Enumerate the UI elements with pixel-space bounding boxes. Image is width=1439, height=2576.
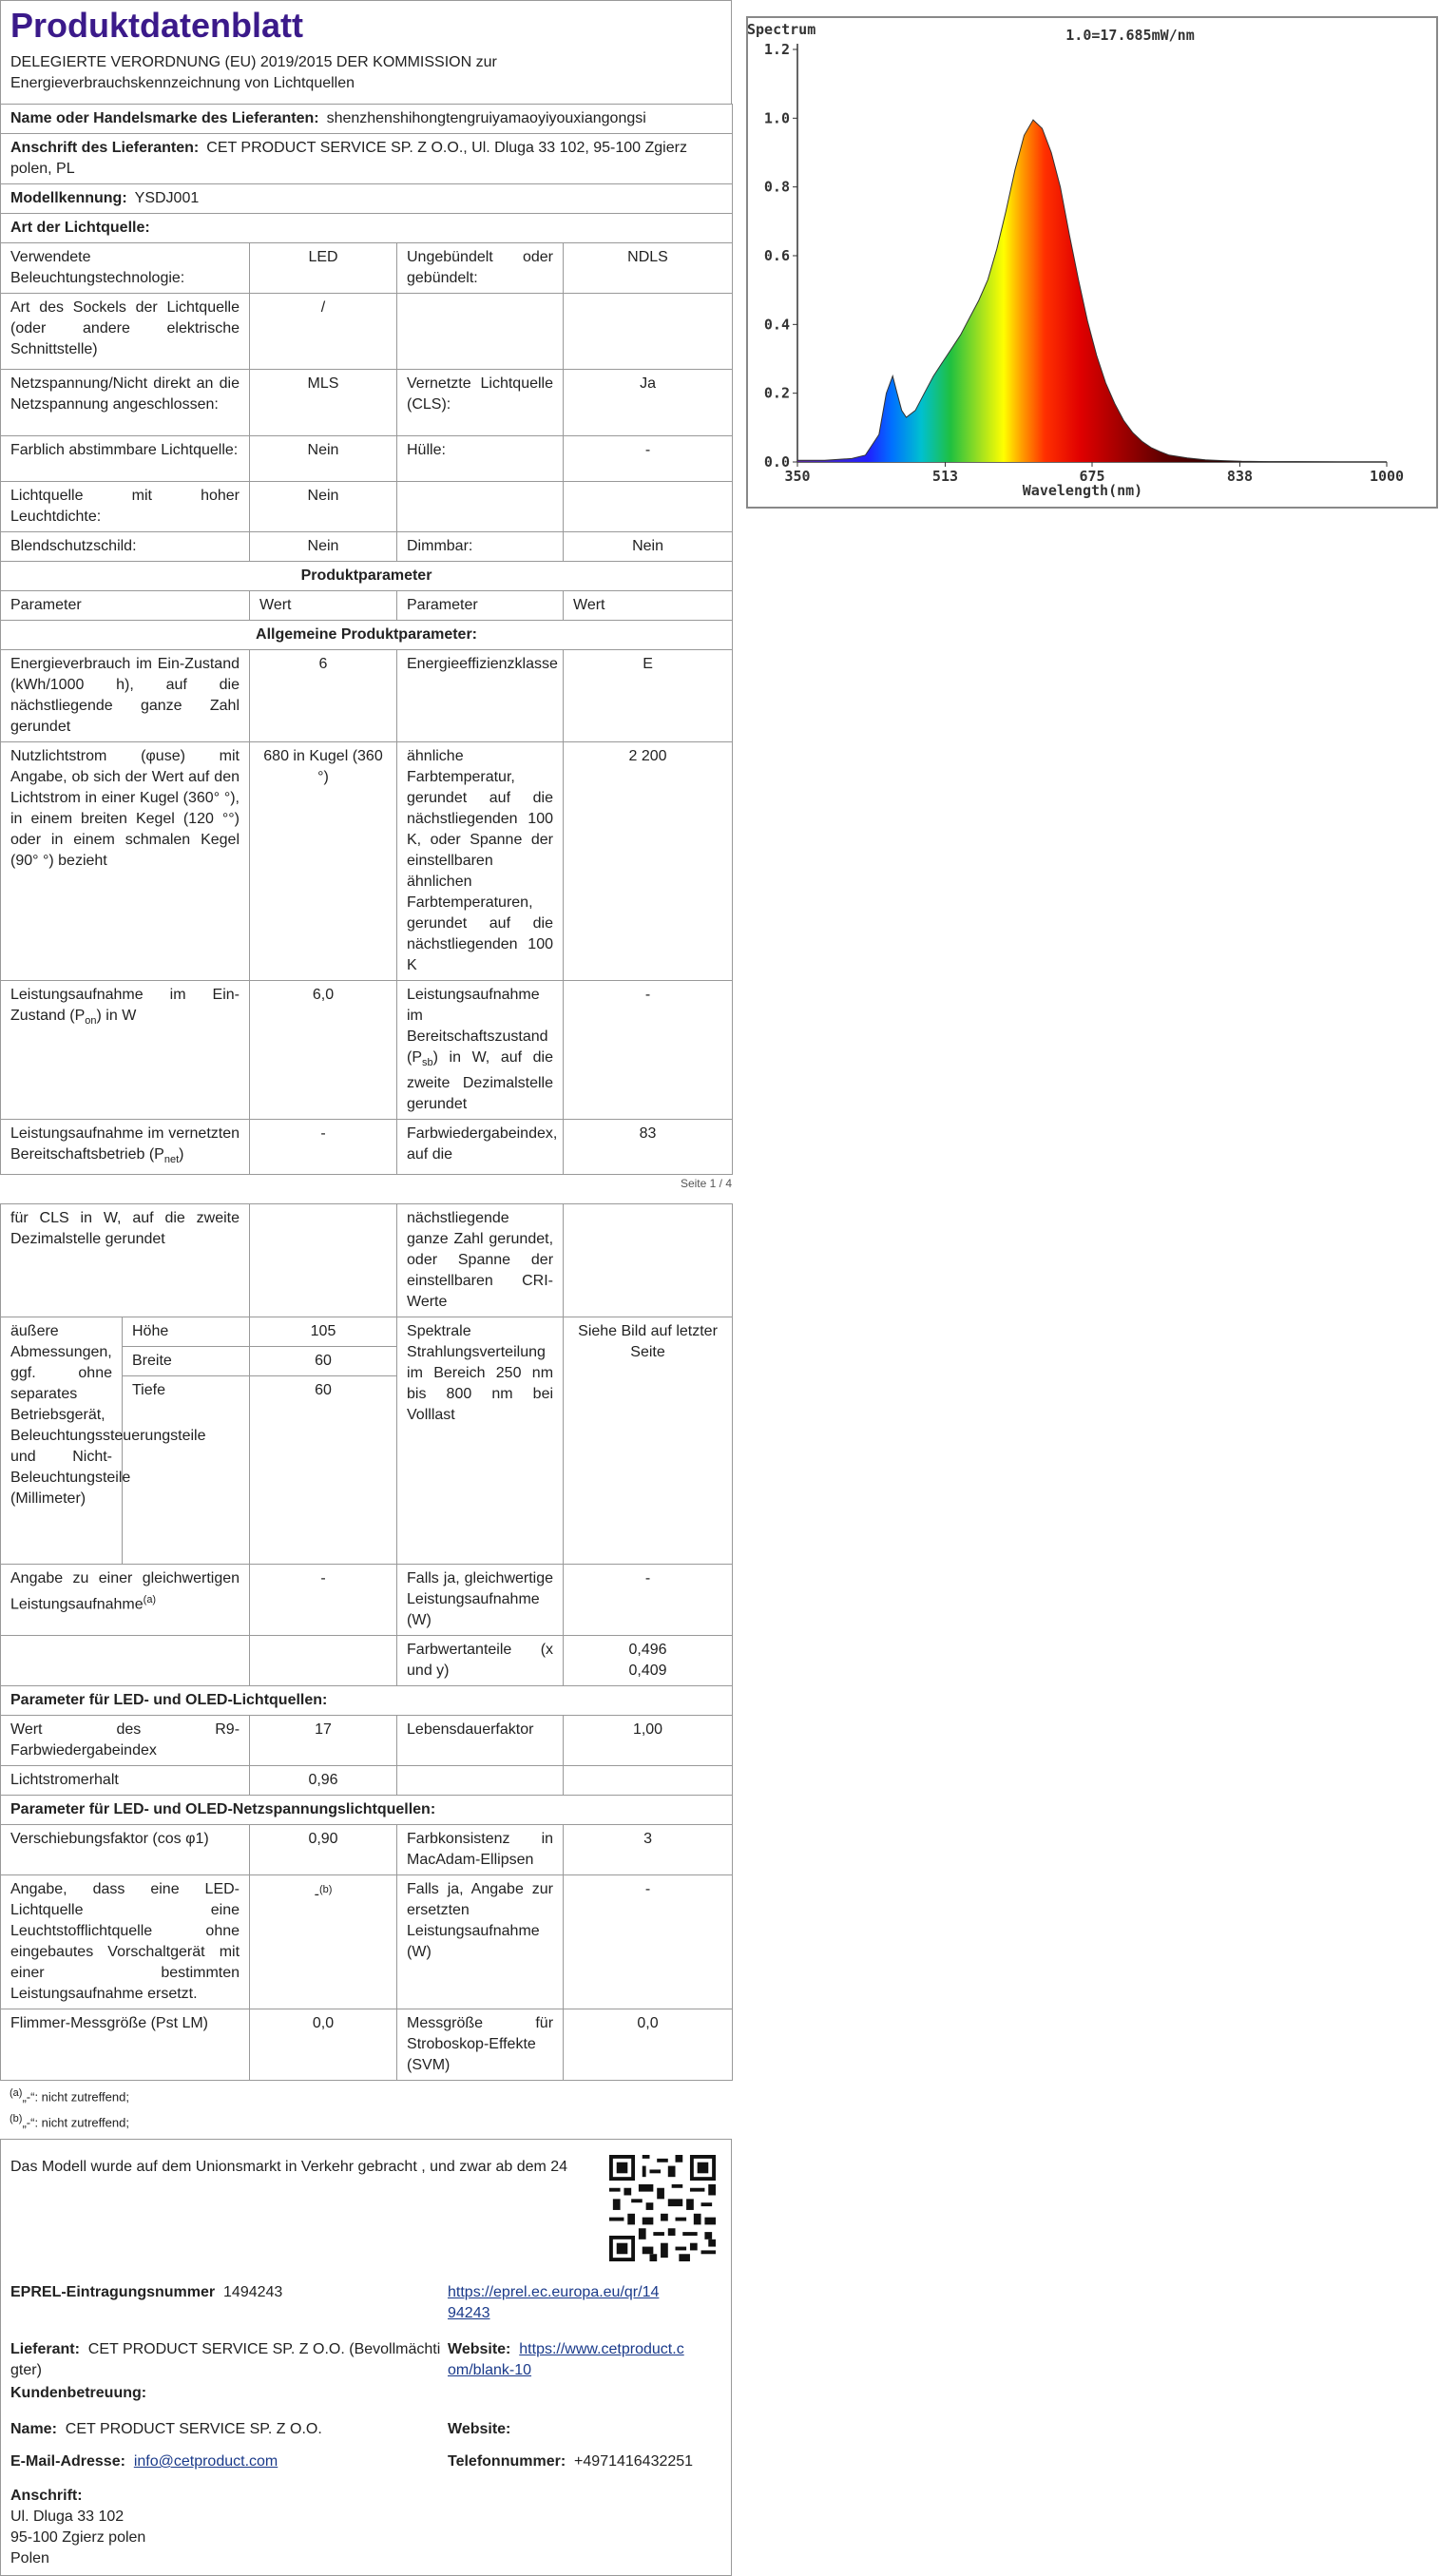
phone-row: Telefonnummer: +4971416432251 [448, 2453, 694, 2470]
table-row [1, 243, 733, 294]
height-label: Höhe [123, 1317, 250, 1347]
service-name-row: Name: CET PRODUCT SERVICE SP. Z O.O. [10, 2421, 322, 2438]
cell-value: - [564, 436, 733, 482]
y-tick-label: 1.2 [763, 41, 790, 58]
page-break [0, 1175, 732, 1203]
supplier-name-value: shenzhenshihongtengruiyamaoyiyouxiangongsi [326, 110, 646, 126]
chromaticity-x: 0,496 [628, 1642, 667, 1659]
table-row [1, 1716, 733, 1766]
cell-value: Nein [250, 532, 397, 562]
market-text: Das Modell wurde auf dem Unionsmarkt in Verkehr gebracht , und zwar ab dem 24 [10, 2159, 568, 2176]
model-value: YSDJ001 [134, 190, 200, 206]
led-params-heading: Parameter für LED- und OLED-Lichtquellen: [1, 1686, 733, 1716]
params-heading: Produktparameter [1, 562, 733, 591]
params-heading-row [1, 562, 733, 591]
cell-label: Blendschutzschild: [1, 532, 250, 562]
width-label: Breite [123, 1347, 250, 1376]
displacement-factor-label: Verschiebungsfaktor (cos φ1) [1, 1825, 250, 1875]
depth-value: 60 [250, 1376, 397, 1565]
table-row [1, 1825, 733, 1875]
params-column-header-row [1, 591, 733, 621]
cell-value [564, 294, 733, 370]
table-row [1, 1120, 733, 1175]
y-tick-label: 1.0 [763, 109, 790, 127]
eprel-value: 1494243 [223, 2284, 283, 2301]
cell-value: Nein [564, 532, 733, 562]
footnote-a: $^{(a)}$„-“: nicht zutreffend; [10, 2087, 129, 2105]
x-tick-label: 513 [931, 468, 959, 485]
cell-label: Vernetzte Lichtquelle (CLS): [397, 370, 564, 436]
service-heading: Kundenbetreuung: [10, 2385, 147, 2402]
table-row [1, 294, 733, 370]
cell-value [250, 1204, 397, 1317]
qr-code-icon [609, 2155, 716, 2261]
params-continued-table [0, 1203, 733, 2081]
chart-title: Spectrum [747, 21, 816, 38]
luminous-flux-value: 680 in Kugel (360 °) [250, 742, 397, 981]
x-tick-label: 838 [1226, 468, 1254, 485]
cell-label: Hülle: [397, 436, 564, 482]
spectral-distribution-value: Siehe Bild auf letzter Seite [564, 1317, 733, 1565]
table-row [1, 532, 733, 562]
cell-value [250, 1636, 397, 1686]
chromaticity-value [564, 1636, 733, 1686]
chart-annotation: 1.0=17.685mW/nm [1065, 27, 1195, 44]
cell-value [564, 1766, 733, 1796]
survival-factor-value: 1,00 [564, 1716, 733, 1766]
table-row [1, 1875, 733, 2009]
x-axis-label: Wavelength(nm) [1022, 482, 1143, 499]
color-temperature-value: 2 200 [564, 742, 733, 981]
table-row [1, 981, 733, 1120]
energy-consumption-value: 6 [250, 650, 397, 742]
sheet-header [0, 0, 732, 104]
macadam-label: Farbkonsistenz in MacAdam-Ellipsen [397, 1825, 564, 1875]
width-value: 60 [250, 1347, 397, 1376]
eprel-label: EPREL-Eintragungsnummer [10, 2284, 216, 2301]
eprel-link[interactable]: https://eprel.ec.europa.eu/qr/14 94243 [448, 2284, 660, 2322]
mains-heading-row [1, 1796, 733, 1825]
cell-label: Farblich abstimmbare Lichtquelle: [1, 436, 250, 482]
footnotes [0, 2081, 732, 2135]
supplier-address-row [1, 134, 733, 184]
supplier-value: CET PRODUCT SERVICE SP. Z O.O. (Bevollmächti [87, 2341, 441, 2358]
cell-label [397, 1766, 564, 1796]
r9-label: Wert des R9-Farbwiedergabeindex [1, 1716, 250, 1766]
led-heading-row [1, 1686, 733, 1716]
table-row [1, 650, 733, 742]
chromaticity-label: Farbwertanteile (x und y) [397, 1636, 564, 1686]
stroboscopic-value: 0,0 [564, 2009, 733, 2081]
cell-value: Nein [250, 436, 397, 482]
power-networked-label-cont: für CLS in W, auf die zweite Dezimalstelle gerundet [1, 1204, 250, 1317]
cell-label: Netzspannung/Nicht direkt an die Netzspannung angeschlossen: [1, 370, 250, 436]
color-rendering-label: Farbwiedergabeindex, auf die [397, 1120, 564, 1175]
table-row [1, 1565, 733, 1636]
equivalent-power-value: - [250, 1565, 397, 1636]
cell-value [564, 482, 733, 532]
survival-factor-label: Lebensdauerfaktor [397, 1716, 564, 1766]
cell-value: NDLS [564, 243, 733, 294]
table-row [1, 2009, 733, 2081]
cell-value: MLS [250, 370, 397, 436]
email-row: E-Mail-Adresse: info@cetproduct.com [10, 2453, 278, 2470]
general-heading-row [1, 621, 733, 650]
supplier-row: Lieferant: CET PRODUCT SERVICE SP. Z O.O. (Bevollmächti gter) [10, 2341, 441, 2379]
equivalent-power-w-label: Falls ja, gleichwertige Leistungsaufnahme (W) [397, 1565, 564, 1636]
x-tick-label: 350 [784, 468, 811, 485]
column-header-value: Wert [564, 591, 733, 621]
cell-label [397, 482, 564, 532]
page-number: Seite 1 / 4 [680, 1177, 732, 1191]
lightsource-heading: Art der Lichtquelle: [1, 214, 733, 243]
cell-value [564, 1204, 733, 1317]
table-row [1, 1204, 733, 1317]
cell-label: Verwendete Beleuchtungstechnologie: [1, 243, 250, 294]
cell-value: / [250, 294, 397, 370]
cell-label: Ungebündelt oder gebündelt: [397, 243, 564, 294]
supplier-name-label: Name oder Handelsmarke des Lieferanten: [10, 110, 319, 126]
energy-consumption-label: Energieverbrauch im Ein-Zustand (kWh/1000 h), auf die nächstliegende ganze Zahl gerundet [1, 650, 250, 742]
cell-value: LED [250, 243, 397, 294]
spectrum-chart [745, 15, 1439, 509]
cell-label: Dimmbar: [397, 532, 564, 562]
lightsource-heading-row [1, 214, 733, 243]
flicker-value: 0,0 [250, 2009, 397, 2081]
chromaticity-y: 0,409 [628, 1663, 667, 1680]
table-row [1, 1317, 733, 1347]
cell-value: Ja [564, 370, 733, 436]
power-networked-value: - [250, 1120, 397, 1175]
y-tick-label: 0.2 [763, 384, 790, 402]
macadam-value: 3 [564, 1825, 733, 1875]
address-block: Ul. Dluga 33 102 95-100 Zgierz polen Polen [10, 2509, 146, 2567]
power-standby-value: - [564, 981, 733, 1120]
height-value: 105 [250, 1317, 397, 1347]
flicker-label: Flimmer-Messgröße (Pst LM) [1, 2009, 250, 2081]
y-tick-label: 0.8 [763, 178, 790, 196]
spectral-distribution-label: Spektrale Strahlungsverteilung im Bereich 250 nm bis 800 nm bei Volllast [397, 1317, 564, 1565]
service-website-label: Website: [448, 2421, 511, 2438]
replacement-claim-value: -$^{(b)}$ [250, 1875, 397, 2009]
r9-value: 17 [250, 1716, 397, 1766]
dimensions-label: äußere Abmessungen, ggf. ohne separates Betriebsgerät, Beleuchtungssteuerungsteile und Nicht-Beleuchtungsteile (Millimeter) [1, 1317, 123, 1565]
website-link[interactable]: https://www.cetproduct.c [519, 2341, 684, 2358]
website-row: Website: https://www.cetproduct.c om/blank-10 [448, 2341, 684, 2379]
y-tick-label: 0.0 [763, 453, 790, 471]
x-tick-label: 1000 [1369, 468, 1405, 485]
column-header-parameter: Parameter [397, 591, 564, 621]
cell-label: Art des Sockels der Lichtquelle (oder andere elektrische Schnittstelle) [1, 294, 250, 370]
supplier-name-row [1, 105, 733, 134]
general-params-heading: Allgemeine Produktparameter: [1, 621, 733, 650]
cell-label: Lichtquelle mit hoher Leuchtdichte: [1, 482, 250, 532]
supplier-address-value: CET PRODUCT SERVICE SP. Z O.O., Ul. Dluga 33 102, 95-100 Zgierz polen, PL [10, 140, 687, 177]
energy-class-label: Energieeffizienzklasse [397, 650, 564, 742]
table-row [1, 436, 733, 482]
footnote-b: $^{(b)}$„-“: nicht zutreffend; [10, 2112, 129, 2130]
email-link[interactable]: info@cetproduct.com [133, 2453, 278, 2470]
column-header-value: Wert [250, 591, 397, 621]
supplier-address-label: Anschrift des Lieferanten: [10, 140, 200, 156]
model-label: Modellkennung: [10, 190, 127, 206]
mains-params-heading: Parameter für LED- und OLED-Netzspannungslichtquellen: [1, 1796, 733, 1825]
cell-label [397, 294, 564, 370]
model-row [1, 184, 733, 214]
luminous-flux-label: Nutzlichtstrom (φuse) mit Angabe, ob sich der Wert auf den Lichtstrom in einer Kugel (360° °), in einem breiten Kegel (120 °°) oder in einem schmalen Kegel (90° °) bezieht [1, 742, 250, 981]
website-label: Website: [448, 2341, 511, 2358]
lumen-maintenance-label: Lichtstromerhalt [1, 1766, 250, 1796]
power-networked-label: Leistungsaufnahme im vernetzten Bereitschaftsbetrieb $(P_{net})$ [1, 1120, 250, 1175]
table-row [1, 1766, 733, 1796]
x-tick-label: 675 [1079, 468, 1105, 485]
energy-class-value: E [564, 650, 733, 742]
stroboscopic-label: Messgröße für Stroboskop-Effekte (SVM) [397, 2009, 564, 2081]
table-row [1, 742, 733, 981]
replaced-power-value: - [564, 1875, 733, 2009]
color-rendering-label-cont: nächstliegende ganze Zahl gerundet, oder Spanne der einstellbaren CRI-Werte [397, 1204, 564, 1317]
service-name-value: CET PRODUCT SERVICE SP. Z O.O. [65, 2421, 322, 2438]
y-tick-label: 0.4 [763, 316, 790, 334]
power-standby-label: Leistungsaufnahme im Bereitschaftszustand $(P_{sb})$ in W, auf die zweite Dezimalstelle gerundet [397, 981, 564, 1120]
power-on-label: Leistungsaufnahme im Ein-Zustand $(P_{on})$ in W [1, 981, 250, 1120]
replaced-power-label: Falls ja, Angabe zur ersetzten Leistungsaufnahme (W) [397, 1875, 564, 2009]
equivalent-power-w-value: - [564, 1565, 733, 1636]
replacement-claim-label: Angabe, dass eine LED-Lichtquelle eine Leuchtstofflichtquelle ohne eingebautes Vorschaltgerät mit einer bestimmten Leistungsaufnahme ersetzt. [1, 1875, 250, 2009]
lumen-maintenance-value: 0,96 [250, 1766, 397, 1796]
power-on-value: 6,0 [250, 981, 397, 1120]
table-row [1, 1636, 733, 1686]
supplier-footer [0, 2139, 732, 2576]
supplier-label: Lieferant: [10, 2341, 80, 2358]
table-row [1, 370, 733, 436]
table-row [1, 482, 733, 532]
cell-value: Nein [250, 482, 397, 532]
color-temperature-label: ähnliche Farbtemperatur, gerundet auf die nächstliegenden 100 K, oder Spanne der einstellbaren ähnlichen Farbtemperaturen, gerundet auf die nächstliegenden 100 K [397, 742, 564, 981]
eprel-row [10, 2282, 282, 2303]
address-label: Anschrift: [10, 2488, 83, 2505]
supplier-table [0, 104, 733, 1175]
y-tick-label: 0.6 [763, 247, 790, 264]
color-rendering-value: 83 [564, 1120, 733, 1175]
column-header-parameter: Parameter [1, 591, 250, 621]
displacement-factor-value: 0,90 [250, 1825, 397, 1875]
page-title: Produktdatenblatt [10, 6, 304, 45]
phone-value: +4971416432251 [574, 2453, 694, 2470]
regulation-subtitle: DELEGIERTE VERORDNUNG (EU) 2019/2015 DER KOMMISSION zur Energieverbrauchskennzeichnung von Lichtquellen [10, 54, 497, 91]
cell-label [1, 1636, 250, 1686]
depth-label: Tiefe [123, 1376, 250, 1565]
equivalent-power-label: Angabe zu einer gleichwertigen Leistungsaufnahme$^{(a)}$ [1, 1565, 250, 1636]
